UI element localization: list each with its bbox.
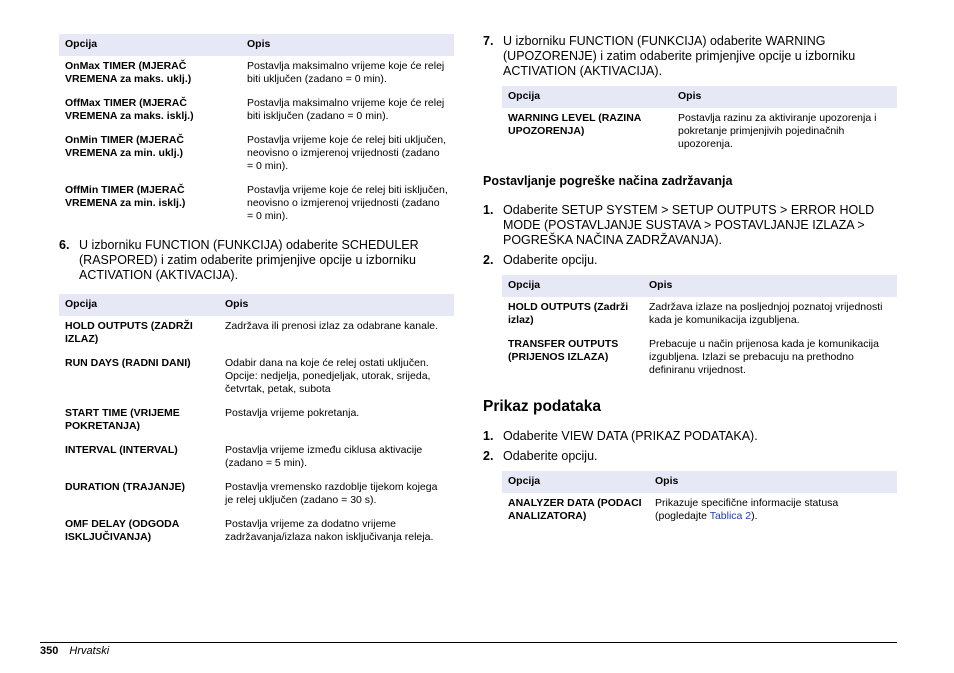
step-number: 1.	[483, 203, 494, 217]
table-row	[502, 108, 897, 158]
step-number: 2.	[483, 253, 494, 267]
column-header-option: Opcija	[502, 471, 649, 493]
column-header-option: Opcija	[59, 294, 219, 316]
step-7	[483, 34, 897, 79]
description-cell: Postavlja maksimalno vrijeme koje će relej biti uključen (zadano = 0 min).	[247, 60, 445, 85]
step-text: Odaberite SETUP SYSTEM > SETUP OUTPUTS > ERROR HOLD MODE (POSTAVLJANJE SUSTAVA > POSTAVLJANJE IZLAZA > POGREŠKA NAČINA ZADRŽAVANJA).	[503, 203, 875, 247]
option-cell: OMF DELAY (ODGODA ISKLJUČIVANJA)	[65, 518, 179, 543]
column-header-description: Opis	[643, 275, 897, 297]
step-number: 7.	[483, 34, 494, 48]
step-text: U izborniku FUNCTION (FUNKCIJA) odaberite WARNING (UPOZORENJE) i zatim odaberite primjenjive opcije u izborniku ACTIVATION (AKTIVACIJA).	[503, 34, 856, 78]
description-cell: Postavlja vrijeme između ciklusa aktivacije (zadano = 5 min).	[225, 444, 423, 469]
step-text: Odaberite VIEW DATA (PRIKAZ PODATAKA).	[503, 429, 758, 443]
step-number: 2.	[483, 449, 494, 463]
column-header-option: Opcija	[502, 275, 643, 297]
right-column	[483, 34, 897, 530]
option-cell: DURATION (TRAJANJE)	[65, 481, 185, 493]
step-6	[59, 238, 454, 283]
step-number: 6.	[59, 238, 70, 252]
description-cell: Prebacuje u način prijenosa kada je komunikacija izgubljena. Izlazi se prebacuju na prethodno definiranu vrijednost.	[649, 338, 879, 376]
step-item	[483, 253, 897, 268]
table-row	[59, 353, 454, 403]
table-header-row	[59, 294, 454, 316]
column-header-description: Opis	[219, 294, 454, 316]
step-text: U izborniku FUNCTION (FUNKCIJA) odaberite SCHEDULER (RASPORED) i zatim odaberite primjenjive opcije u izborniku ACTIVATION (AKTIVACIJA).	[79, 238, 419, 282]
option-cell: RUN DAYS (RADNI DANI)	[65, 357, 191, 369]
option-cell: HOLD OUTPUTS (ZADRŽI IZLAZ)	[65, 320, 193, 345]
section-heading-hold-mode: Postavljanje pogreške načina zadržavanja	[483, 174, 733, 188]
section-heading-view-data: Prikaz podataka	[483, 398, 602, 415]
description-cell: Postavlja vrijeme pokretanja.	[225, 407, 360, 419]
option-cell: WARNING LEVEL (RAZINA UPOZORENJA)	[508, 112, 641, 137]
step-text: Odaberite opciju.	[503, 253, 598, 267]
table-header-row	[502, 471, 897, 493]
footer-language: Hrvatski	[69, 645, 110, 657]
warning-table	[502, 86, 897, 158]
option-cell: OnMax TIMER (MJERAČ VREMENA za maks. uklj.)	[65, 60, 192, 85]
table-row	[59, 130, 454, 180]
description-cell	[649, 493, 897, 530]
option-cell: ANALYZER DATA (PODACI ANALIZATORA)	[508, 497, 642, 522]
step-text: Odaberite opciju.	[503, 449, 598, 463]
description-cell: Postavlja vrijeme koje će relej biti uključen, neovisno o izmjerenoj vrijednosti (zadano = 0 min).	[247, 134, 447, 172]
step-number: 1.	[483, 429, 494, 443]
footer-divider	[40, 642, 897, 643]
timers-table	[59, 34, 454, 230]
table-row	[59, 440, 454, 477]
description-cell: Postavlja maksimalno vrijeme koje će relej biti isključen (zadano = 0 min).	[247, 97, 445, 122]
description-cell: Postavlja razinu za aktiviranje upozorenja i pokretanje primjenjivih pojedinačnih upozorenja.	[678, 112, 877, 150]
option-cell: HOLD OUTPUTS (Zadrži izlaz)	[508, 301, 629, 326]
table-row	[59, 56, 454, 93]
description-cell: Zadržava ili prenosi izlaz za odabrane kanale.	[225, 320, 439, 332]
table-header-row	[502, 86, 897, 108]
column-header-option: Opcija	[59, 34, 241, 56]
table-row	[502, 493, 897, 530]
page-footer	[40, 645, 109, 657]
view-steps-list	[483, 429, 897, 464]
table-header-row	[502, 275, 897, 297]
option-cell: OnMin TIMER (MJERAČ VREMENA za min. uklj.)	[65, 134, 184, 159]
option-cell: START TIME (VRIJEME POKRETANJA)	[65, 407, 180, 432]
column-header-option: Opcija	[502, 86, 672, 108]
step-item	[483, 203, 897, 248]
description-cell: Postavlja vremensko razdoblje tijekom kojega je relej uključen (zadano = 30 s).	[225, 481, 438, 506]
column-header-description: Opis	[672, 86, 897, 108]
page-number: 350	[40, 645, 59, 657]
left-column	[59, 34, 454, 551]
table-row	[59, 180, 454, 230]
step-item	[483, 449, 897, 464]
description-cell: Zadržava izlaze na posljednjoj poznatoj vrijednosti kada je komunikacija izgubljena.	[649, 301, 883, 326]
table-row	[59, 477, 454, 514]
description-cell: Postavlja vrijeme za dodatno vrijeme zadržavanja/izlaza nakon isključivanja releja.	[225, 518, 434, 543]
table-row	[59, 93, 454, 130]
column-header-description: Opis	[649, 471, 897, 493]
option-cell: TRANSFER OUTPUTS (PRIJENOS IZLAZA)	[508, 338, 619, 363]
table-row	[59, 316, 454, 353]
table-row	[59, 403, 454, 440]
description-cell: Postavlja vrijeme koje će relej biti isključen, neovisno o izmjerenoj vrijednosti (zadano = 0 min).	[247, 184, 448, 222]
hold-steps-list	[483, 203, 897, 268]
description-text-end: ).	[751, 510, 758, 522]
description-cell: Odabir dana na koje će relej ostati uključen. Opcije: nedjelja, ponedjeljak, utorak, srijeda, četvrtak, petak, subota	[225, 357, 431, 395]
table-reference-link[interactable]: Tablica 2	[709, 510, 752, 522]
step-item	[483, 429, 897, 444]
table-row	[502, 334, 897, 384]
table-row	[502, 297, 897, 334]
table-header-row	[59, 34, 454, 56]
table-row	[59, 514, 454, 551]
scheduler-table	[59, 294, 454, 551]
view-data-table	[502, 471, 897, 530]
option-cell: INTERVAL (INTERVAL)	[65, 444, 178, 456]
hold-mode-table	[502, 275, 897, 384]
option-cell: OffMax TIMER (MJERAČ VREMENA za maks. isklj.)	[65, 97, 194, 122]
column-header-description: Opis	[241, 34, 454, 56]
description-text: Prikazuje specifične informacije statusa (pogledajte	[655, 497, 839, 522]
option-cell: OffMin TIMER (MJERAČ VREMENA za min. isklj.)	[65, 184, 186, 209]
